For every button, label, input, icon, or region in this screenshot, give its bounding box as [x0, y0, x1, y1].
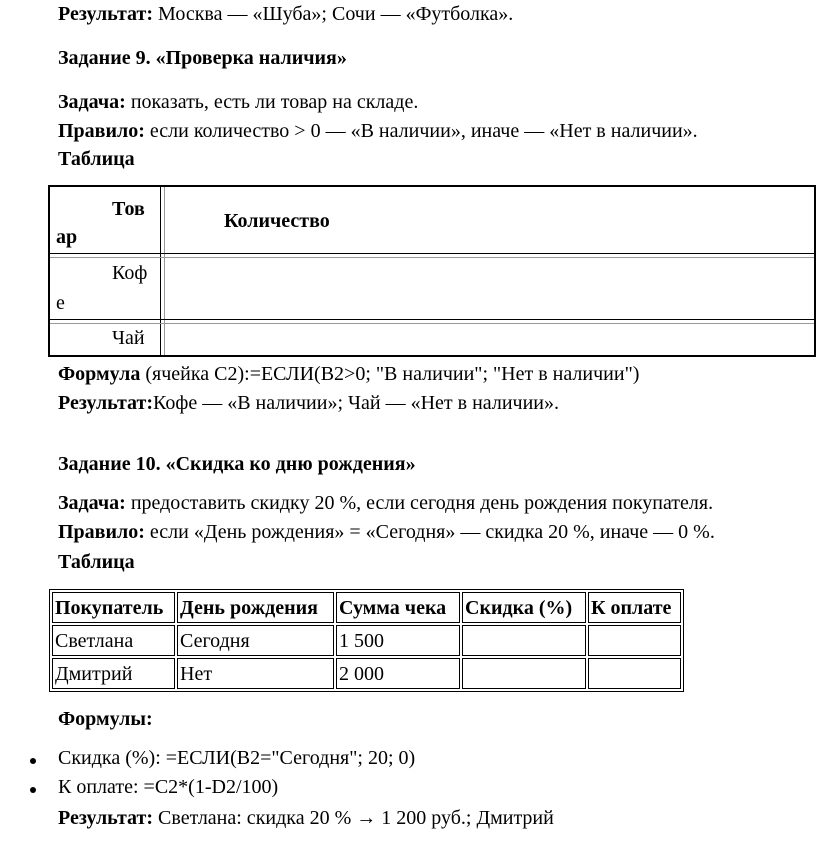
task9-title [58, 46, 347, 70]
table-header-quantity: Количество [224, 210, 330, 232]
task10-result-line [58, 806, 554, 830]
table-cell: Дмитрий [52, 658, 175, 689]
table-column-divider [160, 187, 161, 355]
table-cell: 2 000 [336, 658, 460, 689]
table-row-divider-inner [50, 323, 814, 324]
task10-task-label: Задача: [58, 492, 126, 514]
table-row-divider [50, 253, 814, 254]
top-result-line [58, 2, 513, 26]
task10-title [58, 452, 416, 476]
task10-title-text: Задание 10. «Скидка ко дню рождения» [58, 453, 416, 475]
table-header-cell: Покупатель [52, 592, 175, 623]
task9-table-label-text: Таблица [58, 148, 135, 170]
task9-table [48, 185, 816, 357]
task10-formula-item: Скидка (%): =ЕСЛИ(B2="Сегодня"; 20; 0) [58, 747, 416, 769]
task10-table-label-text: Таблица [58, 551, 135, 573]
task9-result-line [58, 391, 559, 415]
table-cell-tea: Чай [112, 327, 145, 349]
task10-rule-line [58, 520, 715, 544]
task9-task-text: показать, есть ли товар на складе. [130, 91, 419, 113]
table-cell-coffee-part2: е [56, 292, 65, 314]
task10-formula-item: К оплате: =C2*(1-D2/100) [58, 776, 279, 798]
table-cell: Светлана [52, 625, 175, 656]
table-cell: Нет [177, 658, 334, 689]
task9-formula-label: Формула [58, 363, 141, 385]
table-column-divider-inner [164, 187, 165, 355]
top-result-label: Результат: [58, 3, 154, 25]
top-result-text: Москва — «Шуба»; Сочи — «Футболка». [158, 3, 514, 25]
table-cell [588, 658, 681, 689]
task9-title-text: Задание 9. «Проверка наличия» [58, 47, 347, 69]
table-header-cell: Сумма чека [336, 592, 460, 623]
table-header-product-part2: ар [56, 226, 78, 248]
table-row [52, 625, 681, 656]
table-header-product-part1: Тов [112, 198, 145, 220]
task9-task-label: Задача: [58, 91, 126, 113]
bullet-icon [30, 758, 36, 764]
task10-formulas-label-text: Формулы: [58, 708, 153, 730]
task9-rule-text: если количество > 0 — «В наличии», иначе — «Нет в наличии». [149, 120, 698, 142]
task9-rule-line [58, 119, 698, 143]
task10-task-text: предоставить скидку 20 %, если сегодня день рождения покупателя. [130, 492, 714, 514]
table-row-divider-inner [50, 257, 814, 258]
task9-rule-label: Правило: [58, 120, 145, 142]
task10-table [49, 589, 684, 692]
table-cell [462, 658, 586, 689]
table-cell [462, 625, 586, 656]
table-cell-coffee-part1: Коф [112, 262, 148, 284]
table-row [52, 658, 681, 689]
task10-rule-label: Правило: [58, 521, 145, 543]
task10-result-label: Результат: [58, 807, 154, 829]
task9-table-label [58, 147, 135, 171]
task9-result-text: Кофе — «В наличии»; Чай — «Нет в наличии». [153, 392, 559, 414]
task10-task-line [58, 491, 713, 515]
table-header-cell: Скидка (%) [462, 592, 586, 623]
task9-result-label: Результат: [58, 392, 154, 414]
table-header-cell: День рождения [177, 592, 334, 623]
table-cell [588, 625, 681, 656]
table-row-divider [50, 319, 814, 320]
table-cell: Сегодня [177, 625, 334, 656]
task9-formula-text: (ячейка C2):=ЕСЛИ(B2>0; "В наличии"; "Нет в наличии") [145, 363, 640, 385]
task10-result-text: Светлана: скидка 20 % → 1 200 руб.; Дмитрий [158, 807, 554, 829]
task10-rule-text: если «День рождения» = «Сегодня» — скидка 20 %, иначе — 0 %. [149, 521, 715, 543]
table-header-cell: К оплате [588, 592, 681, 623]
task9-formula-line [58, 362, 639, 386]
bullet-icon [30, 787, 36, 793]
table-header-row [52, 592, 681, 623]
task9-task-line [58, 90, 418, 114]
table-cell: 1 500 [336, 625, 460, 656]
task10-table-label [58, 550, 135, 574]
task10-formulas-label [58, 707, 153, 731]
